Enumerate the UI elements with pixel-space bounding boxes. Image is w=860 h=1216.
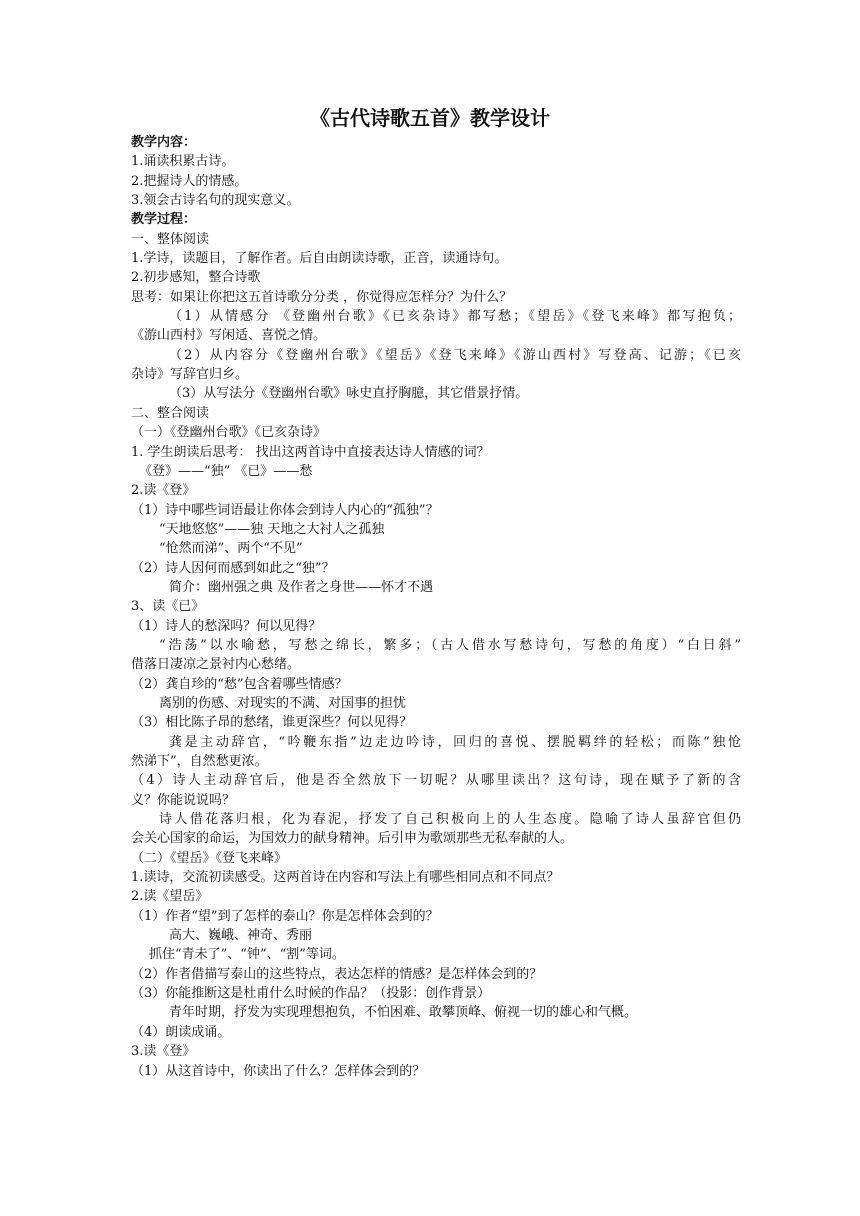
text-line: （2）诗人因何而感到如此之“独”？ xyxy=(131,560,335,576)
text-line: 《游山西村》写闲适、喜悦之情。 xyxy=(131,328,327,344)
text-line: 1.诵读积累古诗。 xyxy=(131,154,235,170)
text-line: （2）龚自珍的“愁”包含着哪些情感？ xyxy=(131,676,348,692)
text-line: 3.领会古诗名句的现实意义。 xyxy=(131,193,300,209)
text-line: （1）作者“望”到了怎样的泰山？你是怎样体会到的？ xyxy=(131,908,439,924)
text-line: 离别的伤感、对现实的不满、对国事的担忧 xyxy=(159,695,407,711)
text-line: “天地悠悠”——独 天地之大衬人之孤独 xyxy=(159,521,385,537)
text-line: 2.初步感知，整合诗歌 xyxy=(131,270,261,286)
text-line: 简介：幽州强之典 及作者之身世——怀才不遇 xyxy=(169,579,434,595)
text-line: 3.读《登》 xyxy=(131,1044,196,1060)
text-line: 2.读《望岳》 xyxy=(131,889,209,905)
text-line: （2）作者借描写泰山的这些特点，表达怎样的情感？是怎样体会到的？ xyxy=(131,966,543,982)
text-line: 会关心国家的命运，为国效力的献身精神。后引申为歌颂那些无私奉献的人。 xyxy=(131,831,574,847)
text-line: 2.把握诗人的情感。 xyxy=(131,173,248,189)
text-line: （一）《登幽州台歌》《已亥杂诗》 xyxy=(131,425,327,441)
text-line: “浩荡”以水喻愁，写愁之绵长，繁多；（古人借水写愁诗句，写愁的角度）“白日斜” xyxy=(159,637,741,653)
document-body xyxy=(131,133,741,1081)
text-line: 2.读《登》 xyxy=(131,483,196,499)
text-line: 借落日凄凉之景衬内心愁绪。 xyxy=(131,657,301,673)
text-line: （4）朗读成诵。 xyxy=(131,1024,231,1040)
text-line: 义？你能说说吗？ xyxy=(131,792,236,808)
text-line: （1）从情感分 《登幽州台歌》《已亥杂诗》都写愁；《望岳》《登飞来峰》都写抱负； xyxy=(169,309,741,325)
text-line: 《登》——“独” 《已》——愁 xyxy=(139,463,313,479)
text-line: 杂诗》写辞官归乡。 xyxy=(131,367,249,383)
text-line: 诗人借花落归根，化为春泥，抒发了自己积极向上的人生态度。隐喻了诗人虽辞官但仍 xyxy=(159,812,741,828)
section-heading: 教学内容： xyxy=(131,135,197,150)
text-line: 1.学诗，读题目，了解作者。后自由朗读诗歌，正音，读通诗句。 xyxy=(131,251,508,267)
text-line: （1）诗人的愁深吗？何以见得？ xyxy=(131,618,322,634)
text-line: （二）《望岳》《登飞来峰》 xyxy=(131,850,288,866)
text-line: 二、整合阅读 xyxy=(131,405,210,421)
text-line: （3）你能推断这是杜甫什么时候的作品？（投影：创作背景） xyxy=(131,986,491,1002)
page-title: 《古代诗歌五首》教学设计 xyxy=(310,106,550,130)
text-line: 高大、巍峨、神奇、秀丽 xyxy=(169,928,313,944)
text-line: 然涕下”，自然愁更浓。 xyxy=(131,754,268,769)
text-line: 青年时期，抒发为实现理想抱负，不怕困难、敢攀顶峰、俯视一切的雄心和气概。 xyxy=(169,1005,638,1021)
section-heading: 教学过程： xyxy=(131,212,197,228)
text-line: “怆然而涕”、两个“不见” xyxy=(159,541,303,557)
text-line: 1.读诗，交流初读感受。这两首诗在内容和写法上有哪些相同点和不同点？ xyxy=(131,870,560,886)
text-line: 一、整体阅读 xyxy=(131,231,210,247)
text-line: （1）诗中哪些词语最让你体会到诗人内心的“孤独”？ xyxy=(131,502,439,518)
text-line: （4）诗人主动辞官后，他是否全然放下一切呢？从哪里读出？这句诗，现在赋予了新的含 xyxy=(131,773,741,789)
text-line: （2）从内容分《登幽州台歌》《望岳》《登飞来峰》《游山西村》写登高、记游；《已亥 xyxy=(169,347,741,363)
text-line: 思考：如果让你把这五首诗歌分分类 ，你觉得应怎样分？为什么？ xyxy=(131,289,513,305)
text-line: （3）相比陈子昂的愁绪，谁更深些？何以见得？ xyxy=(131,715,413,731)
text-line: （3）从写法分《登幽州台歌》咏史直抒胸臆，其它借景抒情。 xyxy=(169,386,529,402)
text-line: 抓住“青未了”、“钟”、“割”等词。 xyxy=(149,947,345,963)
text-line: （1）从这首诗中，你读出了什么？怎样体会到的？ xyxy=(131,1063,426,1079)
text-line: 3、读《已》 xyxy=(131,599,205,615)
text-line: 龚是主动辞官，“吟鞭东指”边走边吟诗，回归的喜悦、摆脱羁绊的轻松；而陈“独怆 xyxy=(169,734,741,750)
text-line: 1. 学生朗读后思考： 找出这两首诗中直接表达诗人情感的词？ xyxy=(131,444,490,460)
